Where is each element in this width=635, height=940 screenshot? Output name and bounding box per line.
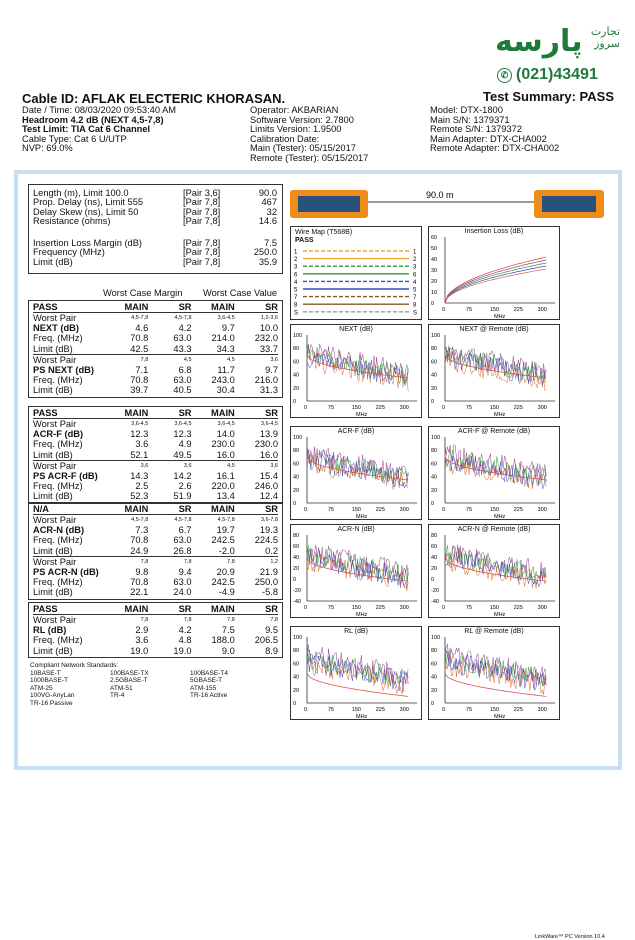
y-tick-label: 0 xyxy=(431,301,435,307)
chart-title: ACR-N (dB) xyxy=(337,526,375,533)
network-standards: Compliant Network Standards: 10BASE-T 100BASE-TX 100BASE-T4 1000BASE-T 2.5GBASE-T 5GBASE-T ATM-25 ATM-51 ATM-155 100VG-AnyLan TR-4 TR-16 Active TR-16 Passive xyxy=(30,662,285,708)
standard-item: TR-4 xyxy=(110,692,125,700)
limit-line xyxy=(445,673,546,696)
x-tick-label: 300 xyxy=(399,605,409,611)
x-tick-label: 300 xyxy=(537,307,547,313)
margin-row: NEXT (dB) 4.6 4.2 9.7 10.0 xyxy=(33,322,278,333)
wiremap-pin-left: 7 xyxy=(294,295,298,302)
freq-row: Freq. (MHz) 70.8 63.0 243.0 216.0 xyxy=(33,374,278,385)
wiremap-pin-right: 7 xyxy=(413,295,417,302)
chart-1 xyxy=(290,324,422,418)
standard-item: 1000BASE-T xyxy=(30,677,68,685)
x-tick-label: 225 xyxy=(375,405,385,411)
standard-item: ATM-155 xyxy=(190,684,217,692)
y-tick-label: 100 xyxy=(431,333,441,339)
x-tick-label: 0 xyxy=(442,707,446,713)
x-tick-label: 0 xyxy=(442,605,446,611)
x-tick-label: 300 xyxy=(537,507,547,513)
y-tick-label: 10 xyxy=(431,290,438,296)
y-tick-label: 40 xyxy=(431,555,438,561)
standard-item: TR-16 Active xyxy=(190,692,228,700)
x-tick-label: 0 xyxy=(442,307,446,313)
chart-plot xyxy=(291,427,423,521)
freq-row: Freq. (MHz) 70.8 63.0 242.5 250.0 xyxy=(33,576,278,587)
y-tick-label: 80 xyxy=(293,533,300,539)
header-line: Test Limit: TIA Cat 6 Channel xyxy=(22,124,151,135)
limit-line xyxy=(445,457,546,480)
header-line: Remote (Tester): 05/15/2017 xyxy=(250,152,369,163)
y-tick-label: 20 xyxy=(293,487,300,494)
worst-pair-row: Worst Pair 7,8 7,8 7,8 7,8 xyxy=(33,615,278,626)
y-tick-label: 20 xyxy=(431,487,438,494)
basic-row: Delay Skew (ns), Limit 50 [Pair 7,8] 32 xyxy=(33,206,277,217)
chart-title: NEXT (dB) xyxy=(339,326,373,333)
y-tick-label: 20 xyxy=(293,385,300,392)
standard-item: ATM-25 xyxy=(30,684,53,692)
y-tick-label: 80 xyxy=(431,346,438,353)
y-tick-label: 80 xyxy=(431,648,438,655)
report-frame: Length (m), Limit 100.0 [Pair 3,6] 90.0 Prop. Delay (ns), Limit 555 [Pair 7,8] 467 Delay Skew (ns), Limit 50 [Pair 7,8] 32 Resistance (ohms) [Pair 7,8] 14.6 Insertion Loss Margin (dB) [Pair 7,8] 7.5 Frequency (MHz) [Pair 7,8] 250.0 Limit (dB) [Pair 7,8] 35.9 Worst Case Margin Worst Case Value PASS MAIN SR MAIN SR Worst Pair 4,5-7,8 4,5-7,8 3,6-4,5 1,2-3,6 NEXT (dB) 4.6 4.2 9.7 10.0 Freq. (MHz) 70.8 63.0 214.0 232.0 Limit (dB) 42.5 43.3 34.3 33.7 Worst Pair 7,8 4,5 4,5 3,6 PS NEXT (dB) 7.1 6.8 11.7 9.7 Freq. (MHz) 70.8 63.0 243.0 216.0 Limit (dB) 39.7 40.5 30.4 31.3 PASS MAIN SR MAIN SR Worst Pair 3,6-4,5 3,6-4,5 3,6-4,5 3,6-4,5 ACR-F (dB) 12.3 12.3 14.0 13.9 Freq. (MHz) 3.6 4.9 230.0 230.0 Limit (dB) 52.1 49.5 16.0 16.0 Worst Pair 3,6 3,6 4,5 3,6 PS ACR-F (dB) 14.3 14.2 16.1 15.4 Freq. (MHz) 2.5 2.6 220.0 246.0 Limit (dB) 52.3 51.9 13.4 12.4 N/A MAIN SR MAIN SR Worst Pair 4,5-7,8 4,5-7,8 4,5-7,8 3,6-7,8 ACR-N (dB) 7.3 6.7 19.7 19.3 Freq. (MHz) 70.8 63.0 242.5 224.5 Limit (dB) 24.9 26.8 -2.0 0.2 Worst Pair 7,8 7,8 7,8 1,2 PS ACR-N (dB) 9.8 9.4 20.9 21.9 Freq. (MHz) 70.8 63.0 242.5 250.0 Limit (dB) 22.1 24.0 -4.9 -5.8 PASS MAIN SR MAIN SR Worst Pair 7,8 7,8 7,8 7,8 RL (dB) 2.9 4.2 7.5 9.5 Freq. (MHz) 3.6 4.8 188.0 206.5 Limit (dB) 19.0 19.0 9.0 8.9 Compliant Network Standards: 10BASE-T 100BASE-TX 100BASE-T4 1000BASE-T 2.5GBASE-T 5GBASE-T ATM-25 ATM-51 ATM-155 100VG-AnyLan TR-4 TR-16 Active TR-16 Passive 90.0 m Wire Map (T568B) PASS 1 1 2 2 3 3 6 6 4 4 5 5 7 7 8 8 S S Insertion Loss (dB) 60 50 40 30 20 10 0 0 75 150 225 300 MHz NEXT (dB) 100 80 60 40 20 0 0 75 150 225 300 MHz NEXT @ Remote (dB) 100 80 60 40 20 0 0 75 150 225 300 MHz ACR-F (dB) 100 80 60 40 20 0 0 75 150 225 300 MHz ACR-F @ Remote (dB) 100 80 60 40 20 0 0 75 150 225 300 MHz ACR-N (dB) 80 60 40 20 0 -20 -40 0 75 150 225 300 MHz ACR-N @ Remote (dB) 80 60 40 20 0 -20 -40 0 75 150 225 300 MHz RL (dB) 100 80 60 40 20 0 0 75 150 225 300 MHz RL @ Remote (dB) 100 80 60 40 20 0 0 75 150 225 300 MHz LinkWare™ PC Version 10.4 xyxy=(14,170,622,770)
y-tick-label: 40 xyxy=(431,257,438,263)
x-unit-label: MHz xyxy=(494,412,506,418)
chart-5 xyxy=(290,524,422,618)
margin-row: PS ACR-F (dB) 14.3 14.2 16.1 15.4 xyxy=(33,470,278,481)
wiremap-pin-right: S xyxy=(413,310,418,317)
series-line xyxy=(307,447,408,483)
header-line: Remote S/N: 1379372 xyxy=(430,124,522,135)
phone-number: ✆ (021)43491 xyxy=(497,66,598,84)
section-table xyxy=(28,406,283,504)
header-line: Software Version: 2.7800 xyxy=(250,114,354,125)
basic-row: Frequency (MHz) [Pair 7,8] 250.0 xyxy=(33,247,277,258)
y-tick-label: 80 xyxy=(431,448,438,455)
limit-row: Limit (dB) 24.9 26.8 -2.0 0.2 xyxy=(33,545,278,556)
y-tick-label: 80 xyxy=(293,448,300,455)
x-tick-label: 225 xyxy=(375,605,385,611)
worst-pair-row: Worst Pair 4,5-7,8 4,5-7,8 4,5-7,8 3,6-7,8 xyxy=(33,515,278,526)
section-header: PASS MAIN SR MAIN SR xyxy=(33,302,278,313)
header-line: Calibration Date: xyxy=(250,133,320,144)
chart-2 xyxy=(428,324,560,418)
x-tick-label: 300 xyxy=(399,707,409,713)
x-unit-label: MHz xyxy=(494,314,506,320)
basic-row: Length (m), Limit 100.0 [Pair 3,6] 90.0 xyxy=(33,187,277,198)
worst-pair-row: Worst Pair 7,8 4,5 4,5 3,6 xyxy=(33,354,278,365)
section-table xyxy=(28,602,283,658)
chart-title: RL @ Remote (dB) xyxy=(464,628,524,635)
y-tick-label: 20 xyxy=(293,566,300,572)
x-tick-label: 150 xyxy=(351,507,362,513)
basic-results-table xyxy=(28,184,283,274)
x-tick-label: 0 xyxy=(304,405,308,411)
y-tick-label: 20 xyxy=(431,385,438,392)
x-tick-label: 300 xyxy=(537,707,547,713)
x-tick-label: 225 xyxy=(513,507,523,513)
x-tick-label: 150 xyxy=(351,707,362,713)
x-tick-label: 0 xyxy=(304,605,308,611)
margin-row: RL (dB) 2.9 4.2 7.5 9.5 xyxy=(33,624,278,635)
series-line xyxy=(445,552,546,588)
standard-item: 5GBASE-T xyxy=(190,677,223,685)
x-tick-label: 75 xyxy=(465,507,473,513)
chart-title: Insertion Loss (dB) xyxy=(464,228,524,235)
standard-item: 10BASE-T xyxy=(30,669,61,677)
section-table xyxy=(28,300,283,398)
x-tick-label: 300 xyxy=(399,405,409,411)
standard-item: TR-16 Passive xyxy=(30,699,73,707)
y-tick-label: 0 xyxy=(293,399,297,405)
header-line: Main S/N: 1379371 xyxy=(430,114,510,125)
header-line: Main (Tester): 05/15/2017 xyxy=(250,143,356,154)
y-tick-label: 80 xyxy=(293,346,300,353)
y-tick-label: 40 xyxy=(431,674,438,681)
report-header xyxy=(22,89,614,163)
cable-id: Cable ID: AFLAK ELECTERIC KHORASAN. xyxy=(22,91,286,106)
section-table xyxy=(28,502,283,600)
limit-row: Limit (dB) 42.5 43.3 34.3 33.7 xyxy=(33,343,278,354)
x-unit-label: MHz xyxy=(494,514,506,520)
y-tick-label: 100 xyxy=(293,635,303,641)
x-tick-label: 75 xyxy=(327,507,335,513)
freq-row: Freq. (MHz) 3.6 4.9 230.0 230.0 xyxy=(33,439,278,450)
y-tick-label: 100 xyxy=(293,333,303,339)
basic-row: Resistance (ohms) [Pair 7,8] 14.6 xyxy=(33,216,277,227)
phone-icon: ✆ xyxy=(497,68,512,83)
y-tick-label: 0 xyxy=(431,501,435,507)
x-tick-label: 300 xyxy=(537,605,547,611)
header-line: Model: DTX-1800 xyxy=(430,105,503,115)
y-tick-label: 60 xyxy=(293,661,300,668)
x-tick-label: 0 xyxy=(304,707,308,713)
wiremap-pin-right: 1 xyxy=(413,249,417,256)
y-tick-label: 20 xyxy=(431,687,438,694)
x-tick-label: 225 xyxy=(513,307,523,313)
wiremap-pin-right: 6 xyxy=(413,272,417,279)
basic-row: Limit (dB) [Pair 7,8] 35.9 xyxy=(33,256,277,267)
tester-diagram xyxy=(288,184,608,224)
y-tick-label: 60 xyxy=(431,661,438,668)
y-tick-label: 40 xyxy=(431,474,438,481)
chart-plot xyxy=(291,325,423,419)
margin-row: ACR-F (dB) 12.3 12.3 14.0 13.9 xyxy=(33,428,278,439)
y-tick-label: 20 xyxy=(431,279,438,285)
basic-row: Insertion Loss Margin (dB) [Pair 7,8] 7.5 xyxy=(33,237,277,248)
limit-line xyxy=(445,257,546,303)
wiremap-pin-right: 3 xyxy=(413,264,417,271)
x-tick-label: 0 xyxy=(442,405,446,411)
y-tick-label: 40 xyxy=(293,372,300,379)
wiremap-pin-left: 8 xyxy=(294,302,298,309)
standard-item: 100VG-AnyLan xyxy=(30,692,75,700)
wiremap-pin-left: 1 xyxy=(294,249,298,256)
brand-header xyxy=(0,0,635,92)
x-unit-label: MHz xyxy=(356,514,368,520)
limit-row: Limit (dB) 22.1 24.0 -4.9 -5.8 xyxy=(33,587,278,598)
standard-item: ATM-51 xyxy=(110,684,133,692)
x-tick-label: 150 xyxy=(489,405,500,411)
y-tick-label: 40 xyxy=(431,372,438,379)
limit-row: Limit (dB) 39.7 40.5 30.4 31.3 xyxy=(33,385,278,396)
y-tick-label: 0 xyxy=(293,701,297,707)
chart-7 xyxy=(290,626,422,720)
header-col-test xyxy=(22,106,176,154)
wiremap-pin-left: 6 xyxy=(294,272,298,279)
limit-row: Limit (dB) 52.3 51.9 13.4 12.4 xyxy=(33,491,278,502)
x-tick-label: 225 xyxy=(513,605,523,611)
y-tick-label: 40 xyxy=(293,674,300,681)
header-line: Operator: AKBARIAN xyxy=(250,105,339,115)
chart-plot xyxy=(291,627,423,721)
freq-row: Freq. (MHz) 2.5 2.6 220.0 246.0 xyxy=(33,480,278,491)
y-tick-label: 60 xyxy=(431,544,438,550)
x-tick-label: 225 xyxy=(513,707,523,713)
header-line: Cable Type: Cat 6 U/UTP xyxy=(22,133,127,144)
freq-row: Freq. (MHz) 70.8 63.0 214.0 232.0 xyxy=(33,333,278,344)
header-line: Main Adapter: DTX-CHA002 xyxy=(430,133,547,144)
chart-plot xyxy=(429,227,561,321)
software-version: LinkWare™ PC Version 10.4 xyxy=(535,934,605,940)
y-tick-label: 0 xyxy=(431,399,435,405)
x-tick-label: 150 xyxy=(489,605,500,611)
wiremap-pin-right: 5 xyxy=(413,287,417,294)
x-unit-label: MHz xyxy=(356,412,368,418)
wiremap-pin-left: 3 xyxy=(294,264,298,271)
limit-row: Limit (dB) 52.1 49.5 16.0 16.0 xyxy=(33,449,278,460)
y-tick-label: 60 xyxy=(431,461,438,468)
x-tick-label: 75 xyxy=(465,405,473,411)
test-summary: Test Summary: PASS xyxy=(482,89,614,104)
header-line: NVP: 69.0% xyxy=(22,143,73,154)
header-col-model xyxy=(430,106,559,154)
limit-row: Limit (dB) 19.0 19.0 9.0 8.9 xyxy=(33,645,278,656)
section-header: N/A MAIN SR MAIN SR xyxy=(33,504,278,515)
y-tick-label: 0 xyxy=(293,577,297,583)
x-unit-label: MHz xyxy=(356,714,368,720)
freq-row: Freq. (MHz) 70.8 63.0 242.5 224.5 xyxy=(33,535,278,546)
y-tick-label: 100 xyxy=(293,435,303,441)
x-tick-label: 0 xyxy=(304,507,308,513)
y-tick-label: 0 xyxy=(431,701,435,707)
section-header: PASS MAIN SR MAIN SR xyxy=(33,604,278,615)
y-tick-label: 30 xyxy=(431,268,438,274)
y-tick-label: 20 xyxy=(431,566,438,572)
section-header: PASS MAIN SR MAIN SR xyxy=(33,408,278,419)
x-unit-label: MHz xyxy=(494,612,506,618)
y-tick-label: -40 xyxy=(293,599,301,605)
brand-logo: پارسه xyxy=(495,24,583,59)
y-tick-label: 60 xyxy=(431,235,438,241)
x-tick-label: 150 xyxy=(489,307,500,313)
chart-8 xyxy=(428,626,560,720)
y-tick-label: 60 xyxy=(293,544,300,550)
y-tick-label: 60 xyxy=(293,461,300,468)
header-col-operator xyxy=(250,106,368,164)
x-tick-label: 225 xyxy=(375,507,385,513)
worst-pair-row: Worst Pair 3,6 3,6 4,5 3,6 xyxy=(33,460,278,471)
chart-title: NEXT @ Remote (dB) xyxy=(459,326,529,333)
x-tick-label: 225 xyxy=(375,707,385,713)
standard-item: 2.5GBASE-T xyxy=(110,677,148,685)
x-tick-label: 300 xyxy=(399,507,409,513)
chart-6 xyxy=(428,524,560,618)
x-tick-label: 75 xyxy=(327,405,335,411)
chart-plot xyxy=(429,525,561,619)
y-tick-label: 80 xyxy=(293,648,300,655)
x-tick-label: 75 xyxy=(465,605,473,611)
y-tick-label: 40 xyxy=(293,474,300,481)
chart-3 xyxy=(290,426,422,520)
series-line xyxy=(445,551,546,587)
y-tick-label: 80 xyxy=(431,533,438,539)
chart-title: ACR-F @ Remote (dB) xyxy=(457,428,531,435)
chart-plot xyxy=(291,525,423,619)
y-tick-label: 20 xyxy=(293,687,300,694)
x-tick-label: 150 xyxy=(489,507,500,513)
y-tick-label: -40 xyxy=(431,599,439,605)
y-tick-label: 100 xyxy=(431,435,441,441)
wire-map: Wire Map (T568B) PASS 1 1 2 2 3 3 6 6 4 4 5 5 7 7 8 8 S S xyxy=(290,226,422,320)
margin-row: ACR-N (dB) 7.3 6.7 19.7 19.3 xyxy=(33,524,278,535)
y-tick-label: 40 xyxy=(293,555,300,561)
standard-item: 100BASE-T4 xyxy=(190,669,228,677)
standard-item: 100BASE-TX xyxy=(110,669,149,677)
wiremap-pin-right: 8 xyxy=(413,302,417,309)
x-tick-label: 75 xyxy=(465,707,473,713)
x-unit-label: MHz xyxy=(494,714,506,720)
wiremap-pin-right: 2 xyxy=(413,257,417,264)
chart-4 xyxy=(428,426,560,520)
y-tick-label: 100 xyxy=(431,635,441,641)
chart-plot xyxy=(429,325,561,419)
x-tick-label: 0 xyxy=(442,507,446,513)
worst-pair-row: Worst Pair 3,6-4,5 3,6-4,5 3,6-4,5 3,6-4,5 xyxy=(33,419,278,430)
x-tick-label: 150 xyxy=(351,605,362,611)
y-tick-label: 50 xyxy=(431,246,438,252)
y-tick-label: 0 xyxy=(431,577,435,583)
worst-pair-row: Worst Pair 7,8 7,8 7,8 1,2 xyxy=(33,556,278,567)
chart-0 xyxy=(428,226,560,320)
brand-subtitle: تجارت سروز xyxy=(590,25,620,50)
x-tick-label: 150 xyxy=(351,405,362,411)
y-tick-label: 0 xyxy=(293,501,297,507)
wiremap-pin-left: 5 xyxy=(294,287,298,294)
chart-title: RL (dB) xyxy=(344,628,368,635)
chart-title: ACR-N @ Remote (dB) xyxy=(457,526,531,533)
header-line: Remote Adapter: DTX-CHA002 xyxy=(430,143,560,154)
x-tick-label: 150 xyxy=(489,707,500,713)
freq-row: Freq. (MHz) 3.6 4.8 188.0 206.5 xyxy=(33,635,278,646)
chart-plot xyxy=(429,627,561,721)
y-tick-label: -20 xyxy=(431,588,439,594)
worst-pair-row: Worst Pair 4,5-7,8 4,5-7,8 3,6-4,5 1,2-3,6 xyxy=(33,313,278,324)
x-tick-label: 75 xyxy=(327,707,335,713)
x-tick-label: 75 xyxy=(327,605,335,611)
header-line: Date / Time: 08/03/2020 09:53:40 AM xyxy=(22,105,177,115)
chart-title: ACR-F (dB) xyxy=(337,428,375,435)
y-tick-label: 60 xyxy=(431,359,438,366)
x-tick-label: 225 xyxy=(513,405,523,411)
series-line xyxy=(307,553,408,592)
basic-row: Prop. Delay (ns), Limit 555 [Pair 7,8] 467 xyxy=(33,197,277,208)
margin-row: PS NEXT (dB) 7.1 6.8 11.7 9.7 xyxy=(33,364,278,375)
wiremap-pin-left: 2 xyxy=(294,257,298,264)
margin-row: PS ACR-N (dB) 9.8 9.4 20.9 21.9 xyxy=(33,566,278,577)
wiremap-pin-left: S xyxy=(294,310,299,317)
y-tick-label: 60 xyxy=(293,359,300,366)
header-line: Limits Version: 1.9500 xyxy=(250,124,342,135)
length-label: 90.0 m xyxy=(426,190,454,200)
wiremap-pin-left: 4 xyxy=(294,279,298,286)
x-unit-label: MHz xyxy=(356,612,368,618)
header-line: Headroom 4.2 dB (NEXT 4,5-7,8) xyxy=(22,114,164,125)
x-tick-label: 300 xyxy=(537,405,547,411)
x-tick-label: 75 xyxy=(465,307,473,313)
chart-plot xyxy=(429,427,561,521)
y-tick-label: -20 xyxy=(293,588,301,594)
wiremap-pin-right: 4 xyxy=(413,279,417,286)
